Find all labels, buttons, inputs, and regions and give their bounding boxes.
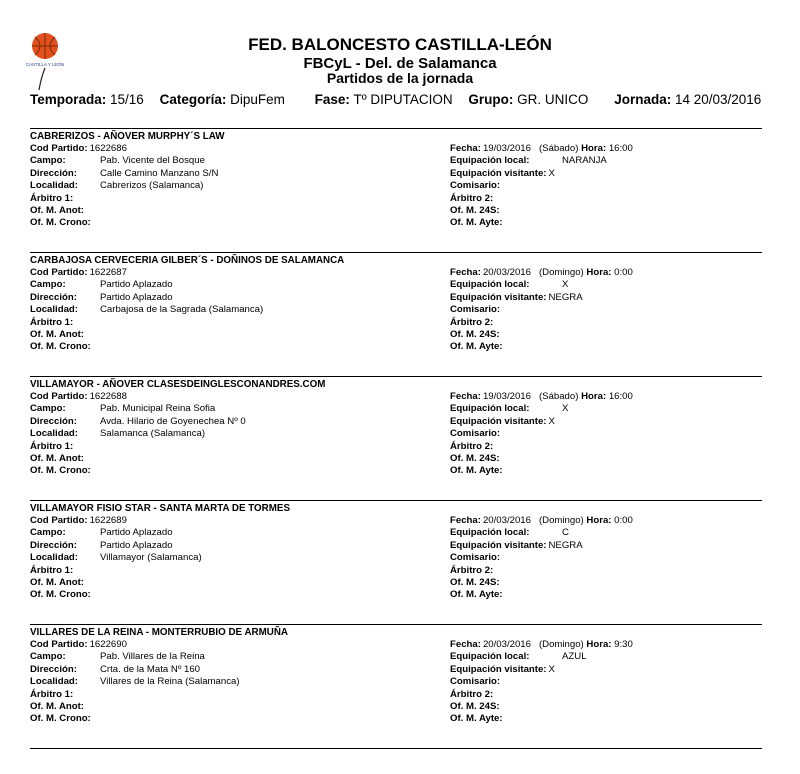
eq-local-value: NARANJA [562, 155, 607, 167]
match-row-7 [30, 465, 762, 477]
match-teams: VILLARES DE LA REINA - MONTERRUBIO DE ARMUÑA [30, 627, 288, 638]
fecha-value: 20/03/2016 [482, 639, 531, 650]
match-row-4 [30, 304, 762, 316]
arbitro2-label: Árbitro 2: [450, 688, 494, 700]
match-row-1 [30, 515, 762, 527]
match-row-2 [30, 279, 762, 291]
match-teams: VILLAMAYOR FISIO STAR - SANTA MARTA DE TORMES [30, 503, 290, 514]
hora-label: Hora: [586, 639, 612, 650]
hora-label: Hora: [581, 143, 607, 154]
eq-visit-label: Equipación visitante: [450, 663, 547, 675]
categoria-label: Categoría: [159, 92, 227, 107]
localidad-value: Salamanca (Salamanca) [100, 428, 206, 440]
anot-label: Of. M. Anot: [30, 328, 84, 340]
eq-visit-value: X [548, 415, 555, 427]
match-teams: CARBAJOSA CERVECERIA GILBER´S - DOÑINOS DE SALAMANCA [30, 255, 345, 266]
dia-value: (Sábado) [538, 143, 579, 154]
ayte-label: Of. M. Ayte: [450, 465, 503, 477]
eq-local-value: X [562, 403, 569, 415]
anot-label: Of. M. Anot: [30, 204, 84, 216]
match-row-4 [30, 676, 762, 688]
hora-value: 9:30 [614, 639, 633, 650]
direccion-label: Dirección: [30, 539, 77, 551]
fecha-value: 19/03/2016 [482, 143, 531, 154]
direccion-label: Dirección: [30, 415, 77, 427]
dia-value: (Sábado) [538, 391, 579, 402]
section-title: Partidos de la jornada [326, 70, 474, 86]
match-row-7 [30, 341, 762, 353]
page-subtitle: FBCyL - Del. de Salamanca [303, 55, 497, 72]
campo-label: Campo: [30, 155, 66, 167]
localidad-value: Villamayor (Salamanca) [100, 552, 202, 564]
match-row-6 [30, 453, 762, 465]
match-row-7 [30, 589, 762, 601]
cod-label: Cod Partido: [30, 391, 88, 402]
campo-value: Pab. Vicente del Bosque [100, 155, 205, 167]
hora-value: 16:00 [608, 391, 633, 402]
cod-label: Cod Partido: [30, 515, 88, 526]
campo-value: Pab. Municipal Reina Sofia [100, 403, 216, 415]
svg-text:CASTILLA Y LEÓN: CASTILLA Y LEÓN [25, 62, 65, 67]
match-row-5 [30, 317, 762, 329]
crono-label: Of. M. Crono: [30, 217, 91, 229]
eq-visit-label: Equipación visitante: [450, 415, 547, 427]
campo-value: Partido Aplazado [100, 279, 173, 291]
crono-label: Of. M. Crono: [30, 341, 91, 353]
comisario-label: Comisario: [450, 304, 501, 316]
localidad-value: Cabrerizos (Salamanca) [100, 180, 204, 192]
match-row-6 [30, 577, 762, 589]
campo-label: Campo: [30, 279, 66, 291]
match-block [30, 378, 762, 478]
match-row-6 [30, 701, 762, 713]
cod-value: 1622686 [89, 143, 127, 154]
anot-label: Of. M. Anot: [30, 700, 84, 712]
hora-value: 0:00 [614, 515, 633, 526]
direccion-value: Partido Aplazado [100, 291, 173, 303]
of24-label: Of. M. 24S: [450, 700, 500, 712]
ayte-label: Of. M. Ayte: [450, 713, 503, 725]
direccion-value: Partido Aplazado [100, 539, 173, 551]
of24-label: Of. M. 24S: [450, 328, 500, 340]
divider [30, 624, 762, 625]
cod-value: 1622688 [89, 391, 127, 402]
eq-local-value: C [562, 527, 569, 539]
fecha-value: 20/03/2016 [482, 515, 531, 526]
arbitro2-label: Árbitro 2: [450, 192, 494, 204]
localidad-label: Localidad: [30, 180, 78, 192]
direccion-label: Dirección: [30, 167, 77, 179]
eq-visit-value: X [548, 167, 555, 179]
match-block [30, 626, 762, 726]
match-row-2 [30, 651, 762, 663]
divider [30, 128, 762, 129]
match-row-5 [30, 689, 762, 701]
fecha-value: 20/03/2016 [482, 267, 531, 278]
comisario-label: Comisario: [450, 552, 501, 564]
jornada-value: 14 20/03/2016 [674, 92, 762, 107]
eq-local-label: Equipación local: [450, 527, 530, 539]
jornada-label: Jornada: [614, 92, 672, 107]
meta-line [30, 92, 770, 107]
arbitro1-label: Árbitro 1: [30, 564, 74, 576]
eq-local-label: Equipación local: [450, 155, 530, 167]
eq-local-label: Equipación local: [450, 403, 530, 415]
dia-value: (Domingo) [538, 267, 584, 278]
match-row-1 [30, 639, 762, 651]
campo-label: Campo: [30, 527, 66, 539]
arbitro2-label: Árbitro 2: [450, 440, 494, 452]
hora-label: Hora: [586, 515, 612, 526]
match-row-3 [30, 540, 762, 552]
cod-label: Cod Partido: [30, 639, 88, 650]
localidad-label: Localidad: [30, 304, 78, 316]
cod-label: Cod Partido: [30, 267, 88, 278]
eq-visit-label: Equipación visitante: [450, 291, 547, 303]
match-teams: CABRERIZOS - AÑOVER MURPHY´S LAW [30, 131, 225, 142]
direccion-value: Calle Camino Manzano S/N [100, 167, 219, 179]
campo-value: Pab. Villares de la Reina [100, 651, 205, 663]
hora-value: 0:00 [614, 267, 633, 278]
localidad-label: Localidad: [30, 428, 78, 440]
divider [30, 500, 762, 501]
campo-label: Campo: [30, 651, 66, 663]
direccion-value: Avda. Hilario de Goyenechea Nº 0 [100, 415, 246, 427]
crono-label: Of. M. Crono: [30, 589, 91, 601]
localidad-label: Localidad: [30, 676, 78, 688]
match-row-2 [30, 403, 762, 415]
arbitro1-label: Árbitro 1: [30, 440, 74, 452]
comisario-label: Comisario: [450, 676, 501, 688]
anot-label: Of. M. Anot: [30, 452, 84, 464]
temporada-value: 15/16 [110, 92, 144, 107]
match-row-7 [30, 713, 762, 725]
eq-local-value: X [562, 279, 569, 291]
eq-visit-label: Equipación visitante: [450, 167, 547, 179]
match-row-4 [30, 552, 762, 564]
match-row-2 [30, 527, 762, 539]
temporada-label: Temporada: [30, 92, 107, 107]
grupo-label: Grupo: [468, 92, 514, 107]
match-row-3 [30, 416, 762, 428]
divider [30, 376, 762, 377]
match-row-1 [30, 391, 762, 403]
match-row-6 [30, 205, 762, 217]
match-row-4 [30, 180, 762, 192]
crono-label: Of. M. Crono: [30, 713, 91, 725]
arbitro1-label: Árbitro 1: [30, 688, 74, 700]
localidad-value: Carbajosa de la Sagrada (Salamanca) [100, 304, 264, 316]
match-row-3 [30, 168, 762, 180]
direccion-label: Dirección: [30, 663, 77, 675]
eq-visit-value: NEGRA [548, 539, 583, 551]
fecha-label: Fecha: [450, 391, 481, 402]
direccion-label: Dirección: [30, 291, 77, 303]
eq-visit-label: Equipación visitante: [450, 539, 547, 551]
cod-value: 1622687 [89, 267, 127, 278]
comisario-label: Comisario: [450, 180, 501, 192]
arbitro2-label: Árbitro 2: [450, 316, 494, 328]
grupo-value: GR. UNICO [517, 92, 589, 107]
match-block [30, 254, 762, 354]
match-row-5 [30, 565, 762, 577]
eq-local-label: Equipación local: [450, 651, 530, 663]
match-row-7 [30, 217, 762, 229]
of24-label: Of. M. 24S: [450, 204, 500, 216]
match-row-1 [30, 143, 762, 155]
categoria-value: DipuFem [230, 92, 285, 107]
eq-visit-value: NEGRA [548, 291, 583, 303]
match-block [30, 130, 762, 230]
match-row-5 [30, 441, 762, 453]
dia-value: (Domingo) [538, 639, 584, 650]
eq-local-value: AZUL [562, 651, 587, 663]
fase-value: Tº DIPUTACION [353, 92, 453, 107]
hora-label: Hora: [581, 391, 607, 402]
eq-visit-value: X [548, 663, 555, 675]
match-teams: VILLAMAYOR - AÑOVER CLASESDEINGLESCONANDRES.COM [30, 379, 326, 390]
localidad-label: Localidad: [30, 552, 78, 564]
of24-label: Of. M. 24S: [450, 576, 500, 588]
dia-value: (Domingo) [538, 515, 584, 526]
fecha-label: Fecha: [450, 639, 481, 650]
direccion-value: Crta. de la Mata Nº 160 [100, 663, 201, 675]
arbitro1-label: Árbitro 1: [30, 316, 74, 328]
arbitro2-label: Árbitro 2: [450, 564, 494, 576]
match-row-3 [30, 292, 762, 304]
fase-label: Fase: [314, 92, 350, 107]
match-row-6 [30, 329, 762, 341]
ayte-label: Of. M. Ayte: [450, 217, 503, 229]
page-title: FED. BALONCESTO CASTILLA-LEÓN [248, 35, 552, 54]
of24-label: Of. M. 24S: [450, 452, 500, 464]
hora-label: Hora: [586, 267, 612, 278]
comisario-label: Comisario: [450, 428, 501, 440]
arbitro1-label: Árbitro 1: [30, 192, 74, 204]
campo-value: Partido Aplazado [100, 527, 173, 539]
hora-value: 16:00 [608, 143, 633, 154]
localidad-value: Villares de la Reina (Salamanca) [100, 676, 240, 688]
ayte-label: Of. M. Ayte: [450, 589, 503, 601]
fecha-value: 19/03/2016 [482, 391, 531, 402]
campo-label: Campo: [30, 403, 66, 415]
anot-label: Of. M. Anot: [30, 576, 84, 588]
divider [30, 252, 762, 253]
eq-local-label: Equipación local: [450, 279, 530, 291]
match-block [30, 502, 762, 602]
fecha-label: Fecha: [450, 267, 481, 278]
cod-value: 1622690 [89, 639, 127, 650]
cod-label: Cod Partido: [30, 143, 88, 154]
fecha-label: Fecha: [450, 515, 481, 526]
match-row-3 [30, 664, 762, 676]
ayte-label: Of. M. Ayte: [450, 341, 503, 353]
match-row-4 [30, 428, 762, 440]
crono-label: Of. M. Crono: [30, 465, 91, 477]
match-row-2 [30, 155, 762, 167]
divider [30, 748, 762, 749]
cod-value: 1622689 [89, 515, 127, 526]
match-row-5 [30, 193, 762, 205]
match-row-1 [30, 267, 762, 279]
fecha-label: Fecha: [450, 143, 481, 154]
